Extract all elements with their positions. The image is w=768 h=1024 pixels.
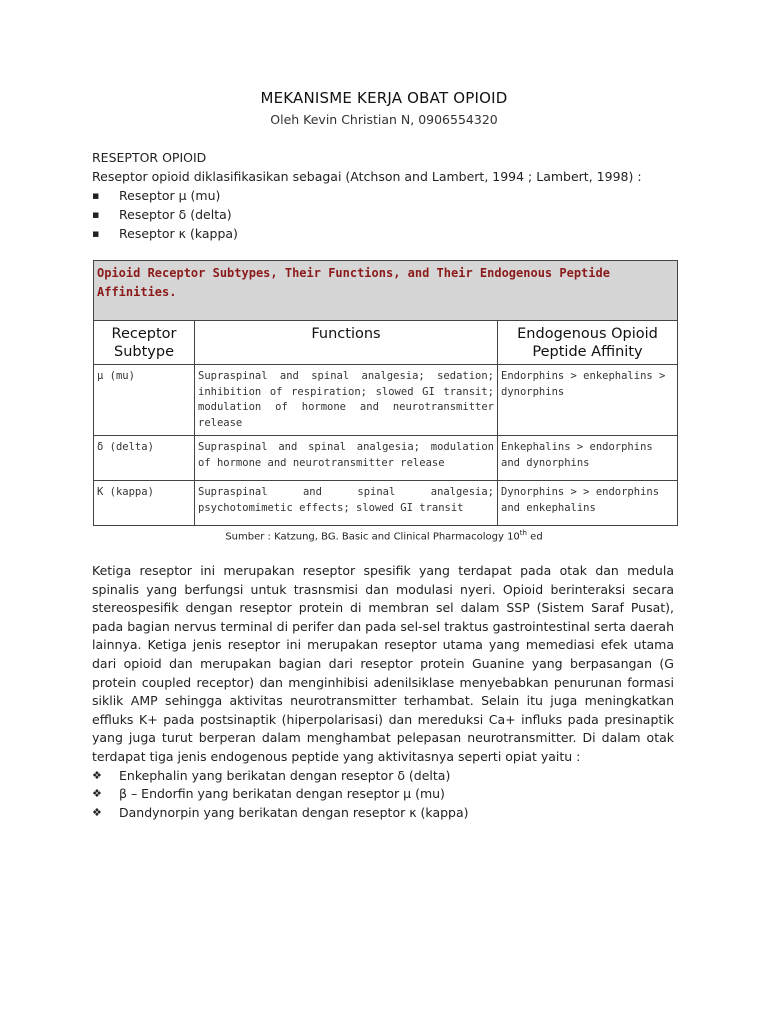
list-item: ❖ β – Endorfin yang berikatan dengan reseptor μ (mu) [92,785,674,804]
cell-subtype: μ (mu) [94,365,195,436]
list-item: ▪ Reseptor δ (delta) [92,207,232,222]
list-item: ▪ Reseptor κ (kappa) [92,226,238,241]
cell-functions: Supraspinal and spinal analgesia; sedation; inhibition of respiration; slowed GI transit; modulation of hormone and neurotransmitter release [195,365,498,436]
list-item: ❖ Dandynorpin yang berikatan dengan reseptor κ (kappa) [92,804,674,823]
table-caption: Opioid Receptor Subtypes, Their Functions, and Their Endogenous Peptide Affinities. [94,261,678,321]
table-row [94,436,678,481]
list-item: ❖ Enkephalin yang berikatan dengan reseptor δ (delta) [92,767,674,786]
header-receptor-subtype: Receptor Subtype [94,321,195,365]
cell-affinity: Dynorphins > > endorphins and enkephalins [498,481,678,526]
receptor-table [93,260,678,526]
header-peptide-affinity: Endogenous Opioid Peptide Affinity [498,321,678,365]
diamond-bullet-icon: ❖ [92,787,102,801]
table-row [94,365,678,436]
body-section [92,562,674,822]
document-author: Oleh Kevin Christian N, 0906554320 [270,112,498,127]
cell-subtype: δ (delta) [94,436,195,481]
square-bullet-icon: ▪ [92,189,100,202]
cell-functions: Supraspinal and spinal analgesia; psychotomimetic effects; slowed GI transit [195,481,498,526]
peptide-list [92,767,674,823]
cell-subtype: Κ (kappa) [94,481,195,526]
diamond-bullet-icon: ❖ [92,805,102,819]
square-bullet-icon: ▪ [92,227,100,240]
diamond-bullet-icon: ❖ [92,768,102,782]
cell-affinity: Enkephalins > endorphins and dynorphins [498,436,678,481]
list-item: ▪ Reseptor μ (mu) [92,188,221,203]
table-source: Sumber : Katzung, BG. Basic and Clinical Pharmacology 10th ed [225,529,543,543]
square-bullet-icon: ▪ [92,208,100,221]
intro-section [92,148,692,243]
receptor-list [92,186,692,243]
body-paragraph: Ketiga reseptor ini merupakan reseptor spesifik yang terdapat pada otak dan medula spinalis yang berfungsi untuk trasnsmisi dan modulasi nyeri. Opioid berinteraksi secara stereospesifik dengan reseptor protein di membran sel dalam SSP (Sistem Saraf Pusat), pada bagian nervus terminal di perifer dan pada sel-sel traktus gastrointestinal serta daerah lainnya. Ketiga jenis reseptor ini merupakan reseptor utama yang memediasi efek utama dari opioid dan merupakan bagian dari reseptor protein Guanine yang berpasangan (G protein coupled receptor) dan menginhibisi adenilsiklase menyebabkan penurunan formasi siklik AMP sehingga aktivitas neurotransmitter terhambat. Selain itu juga meningkatkan effluks K+ pada postsinaptik (hiperpolarisasi) dan mereduksi Ca+ influks pada presinaptik yang juga turut berperan dalam menghambat pelepasan neurotransmitter. Di dalam otak terdapat tiga jenis endogenous peptide yang aktivitasnya seperti opiat yaitu : [92,563,674,764]
header-functions: Functions [195,321,498,365]
table-row [94,481,678,526]
cell-affinity: Endorphins > enkephalins > dynorphins [498,365,678,436]
document-title: MEKANISME KERJA OBAT OPIOID [260,89,508,107]
intro-lead: Reseptor opioid diklasifikasikan sebagai (Atchson and Lambert, 1994 ; Lambert, 1998) : [92,169,642,184]
cell-functions: Supraspinal and spinal analgesia; modulation of hormone and neurotransmitter release [195,436,498,481]
section-heading: RESEPTOR OPIOID [92,150,207,165]
